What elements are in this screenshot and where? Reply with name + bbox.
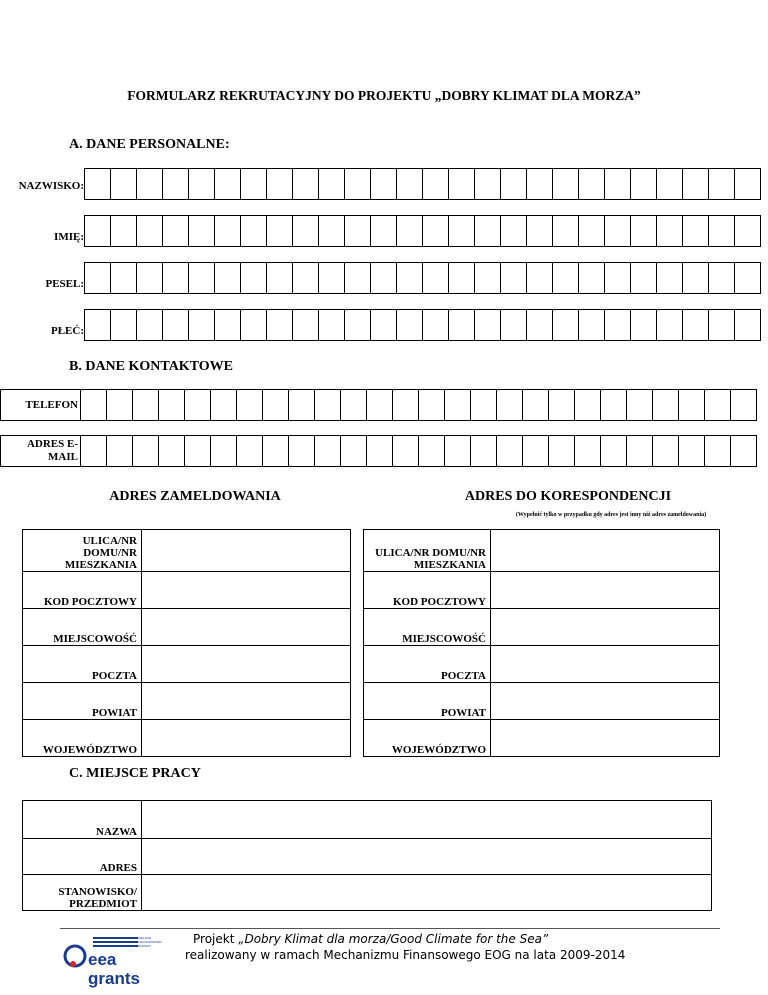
char-box[interactable] [85, 310, 111, 341]
char-box[interactable] [657, 169, 683, 200]
char-box[interactable] [163, 263, 189, 294]
char-box[interactable] [215, 216, 241, 247]
char-box[interactable] [553, 216, 579, 247]
firstname-label: IMIĘ: [54, 231, 84, 243]
char-box[interactable] [159, 436, 185, 467]
corr-post-input[interactable] [491, 646, 720, 683]
char-box[interactable] [579, 263, 605, 294]
char-box[interactable] [475, 263, 501, 294]
char-box[interactable] [579, 216, 605, 247]
work-position-label: STANOWISKO/ PRZEDMIOT [23, 875, 142, 911]
corr-postcode-label: KOD POCZTOWY [364, 572, 491, 609]
char-box[interactable] [397, 310, 423, 341]
char-box[interactable] [501, 263, 527, 294]
char-box[interactable] [449, 263, 475, 294]
char-box[interactable] [709, 310, 735, 341]
char-box[interactable] [137, 310, 163, 341]
char-box[interactable] [393, 436, 419, 467]
char-box[interactable] [445, 436, 471, 467]
char-box[interactable] [709, 263, 735, 294]
char-box[interactable] [657, 216, 683, 247]
char-box[interactable] [601, 436, 627, 467]
corr-post-label: POCZTA [364, 646, 491, 683]
char-box[interactable] [423, 263, 449, 294]
char-box[interactable] [653, 390, 679, 421]
char-box[interactable] [341, 390, 367, 421]
char-box[interactable] [319, 310, 345, 341]
char-box[interactable] [107, 390, 133, 421]
residence-voivodeship-input[interactable] [142, 720, 351, 757]
char-box[interactable] [137, 263, 163, 294]
char-box[interactable] [293, 263, 319, 294]
phone-row [0, 389, 757, 421]
pesel-label: PESEL: [45, 278, 84, 290]
work-name-input[interactable] [142, 801, 712, 839]
char-box[interactable] [215, 169, 241, 200]
firstname-grid[interactable] [84, 215, 761, 247]
char-box[interactable] [579, 169, 605, 200]
char-box[interactable] [241, 263, 267, 294]
residence-post-label: POCZTA [23, 646, 142, 683]
char-box[interactable] [367, 436, 393, 467]
char-box[interactable] [419, 390, 445, 421]
char-box[interactable] [527, 310, 553, 341]
char-box[interactable] [449, 216, 475, 247]
corr-city-label: MIEJSCOWOŚĆ [364, 609, 491, 646]
char-box[interactable] [679, 436, 705, 467]
residence-postcode-input[interactable] [142, 572, 351, 609]
residence-postcode-label: KOD POCZTOWY [23, 572, 142, 609]
correspondence-address-table [363, 529, 720, 757]
correspondence-note: (Wypełnić tylko w przypadku gdy adres jest inny niż adres zameldowania) [515, 512, 707, 518]
char-box[interactable] [159, 390, 185, 421]
char-box[interactable] [471, 436, 497, 467]
footer-line1: Projekt „Dobry Klimat dla morza/Good Climate for the Sea” [193, 932, 549, 946]
char-box[interactable] [735, 216, 761, 247]
char-box[interactable] [683, 310, 709, 341]
char-box[interactable] [731, 390, 757, 421]
char-box[interactable] [657, 310, 683, 341]
char-box[interactable] [85, 169, 111, 200]
char-box[interactable] [371, 310, 397, 341]
char-box[interactable] [393, 390, 419, 421]
char-box[interactable] [111, 169, 137, 200]
char-box[interactable] [189, 216, 215, 247]
char-box[interactable] [475, 310, 501, 341]
char-box[interactable] [267, 216, 293, 247]
char-box[interactable] [735, 169, 761, 200]
char-box[interactable] [527, 169, 553, 200]
char-box[interactable] [605, 263, 631, 294]
char-box[interactable] [527, 263, 553, 294]
char-box[interactable] [371, 216, 397, 247]
char-box[interactable] [605, 310, 631, 341]
section-b-heading: B. DANE KONTAKTOWE [69, 359, 234, 374]
char-box[interactable] [731, 436, 757, 467]
char-box[interactable] [631, 216, 657, 247]
char-box[interactable] [267, 169, 293, 200]
char-box[interactable] [185, 390, 211, 421]
char-box[interactable] [111, 263, 137, 294]
char-box[interactable] [475, 169, 501, 200]
corr-street-label: ULICA/NR DOMU/NR MIESZKANIA [364, 530, 491, 572]
char-box[interactable] [267, 263, 293, 294]
char-box[interactable] [523, 436, 549, 467]
char-box[interactable] [423, 310, 449, 341]
email-label: ADRES E- MAIL [1, 436, 81, 467]
char-box[interactable] [631, 310, 657, 341]
char-box[interactable] [705, 436, 731, 467]
char-box[interactable] [237, 390, 263, 421]
char-box[interactable] [449, 310, 475, 341]
section-a-heading: A. DANE PERSONALNE: [69, 137, 230, 152]
char-box[interactable] [111, 216, 137, 247]
char-box[interactable] [81, 390, 107, 421]
workplace-table [22, 800, 712, 911]
form-title: FORMULARZ REKRUTACYJNY DO PROJEKTU „DOBRY KLIMAT DLA MORZA” [127, 88, 641, 103]
char-box[interactable] [449, 169, 475, 200]
char-box[interactable] [111, 310, 137, 341]
char-box[interactable] [211, 436, 237, 467]
sex-label: PŁEĆ: [51, 325, 84, 337]
char-box[interactable] [475, 216, 501, 247]
char-box[interactable] [657, 263, 683, 294]
residence-address-heading: ADRES ZAMELDOWANIA [109, 489, 281, 504]
char-box[interactable] [367, 390, 393, 421]
logo-countries: ICELAND LIECHTENSTEIN NORWAY [138, 936, 162, 948]
pesel-grid[interactable] [84, 262, 761, 294]
char-box[interactable] [289, 390, 315, 421]
char-box[interactable] [575, 390, 601, 421]
char-box[interactable] [215, 310, 241, 341]
corr-city-input[interactable] [491, 609, 720, 646]
char-box[interactable] [211, 390, 237, 421]
char-box[interactable] [501, 169, 527, 200]
char-box[interactable] [293, 216, 319, 247]
char-box[interactable] [683, 263, 709, 294]
char-box[interactable] [523, 390, 549, 421]
char-box[interactable] [683, 216, 709, 247]
char-box[interactable] [319, 216, 345, 247]
char-box[interactable] [189, 169, 215, 200]
work-address-input[interactable] [142, 839, 712, 875]
residence-county-input[interactable] [142, 683, 351, 720]
residence-post-input[interactable] [142, 646, 351, 683]
char-box[interactable] [653, 436, 679, 467]
char-box[interactable] [137, 169, 163, 200]
char-box[interactable] [215, 263, 241, 294]
char-box[interactable] [549, 390, 575, 421]
char-box[interactable] [133, 390, 159, 421]
char-box[interactable] [241, 216, 267, 247]
residence-city-input[interactable] [142, 609, 351, 646]
surname-grid[interactable] [84, 168, 761, 200]
char-box[interactable] [85, 216, 111, 247]
corr-street-input[interactable] [491, 530, 720, 572]
char-box[interactable] [631, 169, 657, 200]
char-box[interactable] [575, 436, 601, 467]
char-box[interactable] [579, 310, 605, 341]
char-box[interactable] [549, 436, 575, 467]
char-box[interactable] [601, 390, 627, 421]
char-box[interactable] [627, 390, 653, 421]
phone-label: TELEFON [1, 390, 81, 421]
char-box[interactable] [241, 310, 267, 341]
char-box[interactable] [605, 169, 631, 200]
footer-line2: realizowany w ramach Mechanizmu Finansowego EOG na lata 2009-2014 [185, 948, 626, 962]
char-box[interactable] [735, 310, 761, 341]
residence-city-label: MIEJSCOWOŚĆ [23, 609, 142, 646]
char-box[interactable] [163, 310, 189, 341]
char-box[interactable] [163, 216, 189, 247]
correspondence-address-heading: ADRES DO KORESPONDENCJI [464, 489, 672, 504]
char-box[interactable] [289, 436, 315, 467]
char-box[interactable] [263, 390, 289, 421]
char-box[interactable] [397, 169, 423, 200]
char-box[interactable] [241, 169, 267, 200]
char-box[interactable] [85, 263, 111, 294]
char-box[interactable] [445, 390, 471, 421]
char-box[interactable] [237, 436, 263, 467]
footer-divider [60, 928, 720, 929]
char-box[interactable] [423, 169, 449, 200]
char-box[interactable] [527, 216, 553, 247]
email-grid[interactable] [81, 436, 757, 467]
char-box[interactable] [345, 216, 371, 247]
char-box[interactable] [709, 216, 735, 247]
char-box[interactable] [315, 436, 341, 467]
char-box[interactable] [679, 390, 705, 421]
section-c-heading: C. MIEJSCE PRACY [69, 766, 201, 781]
char-box[interactable] [189, 263, 215, 294]
char-box[interactable] [705, 390, 731, 421]
char-box[interactable] [553, 263, 579, 294]
corr-postcode-input[interactable] [491, 572, 720, 609]
email-row [0, 435, 757, 467]
char-box[interactable] [627, 436, 653, 467]
residence-county-label: POWIAT [23, 683, 142, 720]
work-address-label: ADRES [23, 839, 142, 875]
char-box[interactable] [497, 390, 523, 421]
char-box[interactable] [397, 263, 423, 294]
char-box[interactable] [605, 216, 631, 247]
char-box[interactable] [81, 436, 107, 467]
char-box[interactable] [345, 263, 371, 294]
char-box[interactable] [501, 216, 527, 247]
char-box[interactable] [345, 169, 371, 200]
char-box[interactable] [397, 216, 423, 247]
char-box[interactable] [133, 436, 159, 467]
char-box[interactable] [137, 216, 163, 247]
char-box[interactable] [423, 216, 449, 247]
residence-address-table [22, 529, 351, 757]
char-box[interactable] [345, 310, 371, 341]
char-box[interactable] [185, 436, 211, 467]
surname-label: NAZWISKO: [18, 180, 84, 192]
work-position-input[interactable] [142, 875, 712, 911]
char-box[interactable] [371, 169, 397, 200]
phone-grid[interactable] [81, 390, 757, 421]
residence-street-input[interactable] [142, 530, 351, 572]
char-box[interactable] [107, 436, 133, 467]
char-box[interactable] [553, 310, 579, 341]
char-box[interactable] [267, 310, 293, 341]
char-box[interactable] [631, 263, 657, 294]
char-box[interactable] [189, 310, 215, 341]
logo-text: eea grants [88, 950, 140, 988]
char-box[interactable] [735, 263, 761, 294]
corr-voivodeship-input[interactable] [491, 720, 720, 757]
char-box[interactable] [163, 169, 189, 200]
char-box[interactable] [319, 263, 345, 294]
char-box[interactable] [315, 390, 341, 421]
corr-county-input[interactable] [491, 683, 720, 720]
char-box[interactable] [497, 436, 523, 467]
residence-voivodeship-label: WOJEWÓDZTWO [23, 720, 142, 757]
char-box[interactable] [419, 436, 445, 467]
char-box[interactable] [501, 310, 527, 341]
char-box[interactable] [263, 436, 289, 467]
sex-grid[interactable] [84, 309, 761, 341]
char-box[interactable] [319, 169, 345, 200]
char-box[interactable] [293, 310, 319, 341]
char-box[interactable] [293, 169, 319, 200]
eea-grants-logo [60, 934, 160, 990]
char-box[interactable] [371, 263, 397, 294]
char-box[interactable] [709, 169, 735, 200]
work-name-label: NAZWA [23, 801, 142, 839]
char-box[interactable] [553, 169, 579, 200]
char-box[interactable] [471, 390, 497, 421]
corr-voivodeship-label: WOJEWÓDZTWO [364, 720, 491, 757]
char-box[interactable] [683, 169, 709, 200]
corr-county-label: POWIAT [364, 683, 491, 720]
char-box[interactable] [341, 436, 367, 467]
residence-street-label: ULICA/NR DOMU/NR MIESZKANIA [23, 530, 142, 572]
